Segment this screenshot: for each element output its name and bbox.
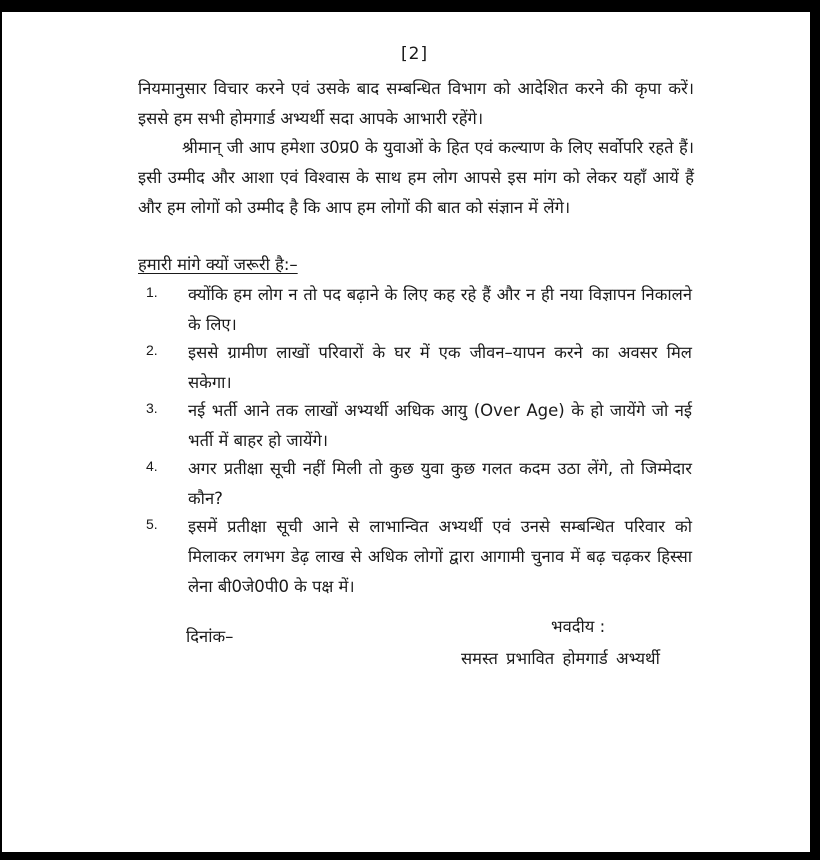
list-item-text: नई भर्ती आने तक लाखों अभ्यर्थी अधिक आयु (Over Age) के हो जायेंगे जो नई भर्ती में बाहर हो जायेंगे। [188, 401, 692, 450]
list-item-number: 3. [146, 400, 158, 416]
frame-left-border [0, 0, 2, 860]
paragraph-2: श्रीमान् जी आप हमेशा उ0प्र0 के युवाओं के हित एवं कल्याण के लिए सर्वोपरि रहते हैं। इसी उम्मीद और आशा एवं विश्वास के साथ हम लोग आपसे इस मांग को लेकर यहाँ आयें हैं और हम लोगों को उम्मीद है कि आप हम लोगों की बात को संज्ञान में लेंगे। [138, 138, 694, 217]
section-heading: हमारी मांगे क्यों जरूरी है:– [138, 255, 298, 274]
list-item-text: इसमें प्रतीक्षा सूची आने से लाभान्वित अभ्यर्थी एवं उनसे सम्बन्धित परिवार को मिलाकर लगभग डेढ़ लाख से अधिक लोगों द्वारा आगामी चुनाव में बढ़ चढ़कर हिस्सा लेना बी0जे0पी0 के पक्ष में। [188, 517, 692, 596]
list-item-text: अगर प्रतीक्षा सूची नहीं मिली तो कुछ युवा कुछ गलत कदम उठा लेंगे, तो जिम्मेदार कौन? [188, 459, 692, 508]
frame-bottom-border [0, 852, 820, 860]
closing-salutation: भवदीय : [551, 617, 606, 636]
signatory: समस्त प्रभावित होमगार्ड अभ्यर्थी [461, 649, 660, 668]
list-item-text: क्योंकि हम लोग न तो पद बढ़ाने के लिए कह रहे हैं और न ही नया विज्ञापन निकालने के लिए। [188, 285, 692, 334]
list-item-number: 1. [146, 284, 158, 300]
frame-right-border [810, 0, 820, 860]
list-item-number: 4. [146, 458, 158, 474]
paragraph-1: नियमानुसार विचार करने एवं उसके बाद सम्बन्धित विभाग को आदेशित करने की कृपा करें। इससे हम सभी होमगार्ड अभ्यर्थी सदा आपके आभारी रहेंगे। [138, 79, 694, 128]
page-number: [2] [401, 44, 429, 64]
date-label: दिनांक– [186, 627, 234, 646]
frame-top-border [0, 0, 820, 12]
list-item-text: इससे ग्रामीण लाखों परिवारों के घर में एक जीवन–यापन करने का अवसर मिल सकेगा। [188, 343, 692, 392]
document-page [6, 12, 810, 852]
list-item-number: 5. [146, 516, 158, 532]
list-item-number: 2. [146, 342, 158, 358]
